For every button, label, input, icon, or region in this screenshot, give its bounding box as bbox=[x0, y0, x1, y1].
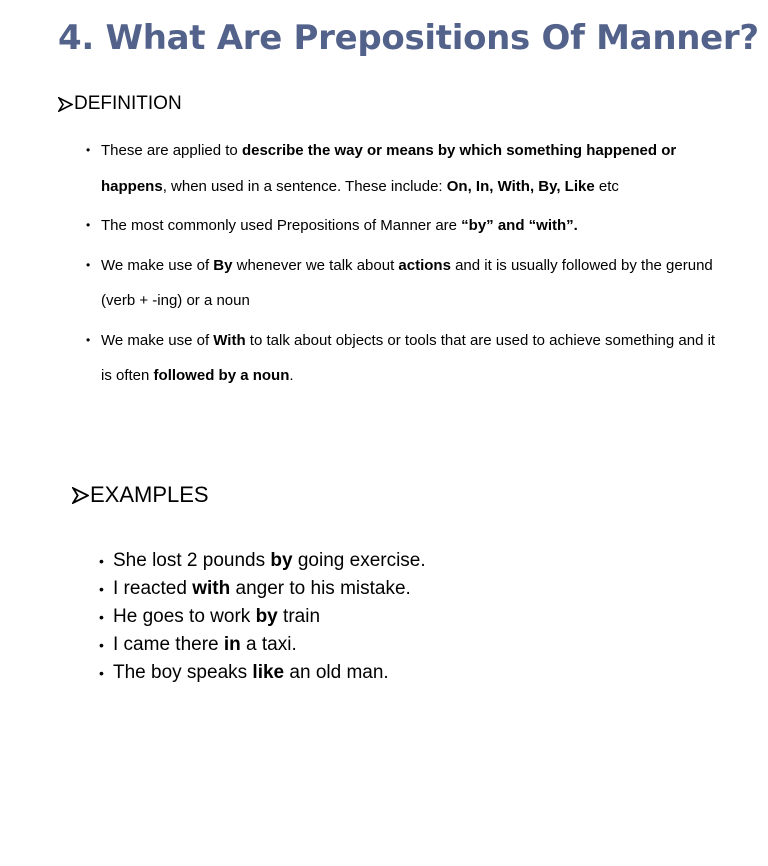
definition-heading bbox=[58, 93, 182, 115]
text-run: . bbox=[289, 367, 294, 384]
example-item-text bbox=[113, 578, 411, 599]
definition-item-text bbox=[101, 257, 713, 310]
arrow-bullet-icon bbox=[72, 487, 89, 504]
text-run: whenever we talk about bbox=[232, 256, 399, 274]
example-item-text bbox=[113, 550, 426, 571]
text-run: to talk about objects or tools that are used to achieve something and it is often bbox=[101, 331, 716, 384]
text-run: These are applied to bbox=[101, 142, 242, 159]
text-run: going exercise. bbox=[292, 550, 426, 571]
example-item bbox=[99, 631, 659, 659]
definition-item bbox=[86, 208, 726, 244]
text-run: a taxi. bbox=[240, 634, 297, 655]
bold-text-run: by bbox=[270, 550, 293, 571]
examples-heading-label: EXAMPLES bbox=[90, 482, 209, 507]
example-item-text bbox=[113, 606, 320, 627]
definition-item bbox=[86, 133, 726, 204]
example-item bbox=[99, 547, 659, 575]
definition-item-text bbox=[101, 332, 715, 385]
arrow-bullet-icon bbox=[58, 97, 73, 112]
bold-text-run: in bbox=[223, 634, 241, 655]
bold-text-run: like bbox=[252, 662, 285, 683]
definition-item bbox=[86, 323, 726, 394]
bold-text-run: On, In, With, By, Like bbox=[446, 177, 595, 195]
text-run: anger to his mistake. bbox=[230, 578, 411, 599]
text-run: an old man. bbox=[284, 662, 389, 683]
bold-text-run: “by” and “with”. bbox=[461, 217, 578, 234]
examples-list bbox=[99, 547, 659, 687]
definition-item-text bbox=[101, 142, 676, 195]
text-run: I came there bbox=[113, 634, 224, 655]
bold-text-run: By bbox=[213, 256, 233, 274]
definition-item bbox=[86, 248, 726, 319]
definition-heading-label: DEFINITION bbox=[74, 93, 182, 114]
text-run: He goes to work bbox=[113, 606, 256, 627]
bold-text-run: With bbox=[213, 331, 246, 349]
example-item-text bbox=[113, 634, 297, 655]
text-run: We make use of bbox=[101, 331, 214, 349]
text-run: The boy speaks bbox=[113, 662, 253, 683]
examples-heading bbox=[72, 482, 209, 508]
text-run: She lost 2 pounds bbox=[113, 550, 271, 571]
bold-text-run: by bbox=[255, 606, 278, 627]
text-run: train bbox=[277, 606, 321, 627]
text-run: We make use of bbox=[101, 256, 214, 274]
example-item-text bbox=[113, 662, 389, 683]
bold-text-run: with bbox=[192, 578, 231, 599]
text-run: etc bbox=[594, 177, 619, 195]
text-run: The most commonly used Prepositions of Manner are bbox=[101, 217, 462, 234]
text-run: I reacted bbox=[113, 578, 193, 599]
example-item bbox=[99, 575, 659, 603]
bold-text-run: describe the way or means by which something happened or happens bbox=[101, 142, 677, 195]
definition-item-text bbox=[101, 217, 578, 234]
page-title: 4. What Are Prepositions Of Manner? bbox=[58, 18, 759, 58]
bold-text-run: followed by a noun bbox=[153, 367, 290, 384]
text-run: and it is usually followed by the gerund (verb + -ing) or a noun bbox=[101, 256, 713, 309]
example-item bbox=[99, 603, 659, 631]
definition-list bbox=[86, 133, 726, 398]
text-run: , when used in a sentence. These include: bbox=[162, 177, 447, 195]
bold-text-run: actions bbox=[398, 256, 451, 274]
example-item bbox=[99, 659, 659, 687]
